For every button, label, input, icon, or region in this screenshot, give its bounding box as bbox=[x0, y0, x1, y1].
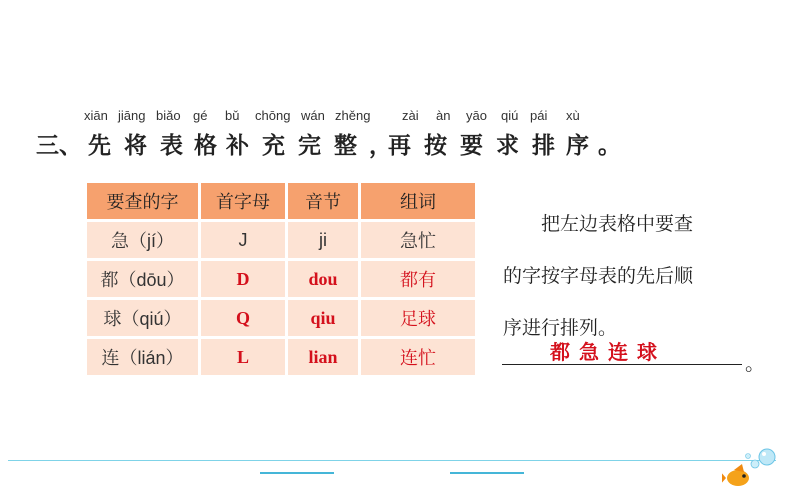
header-char: 要查的字 bbox=[87, 183, 198, 219]
pinyin-syllable: pái bbox=[530, 108, 548, 123]
instruction-line-2: 的字按字母表的先后顺 bbox=[503, 265, 694, 287]
char-text: 都 bbox=[100, 270, 119, 291]
title-char: 格 bbox=[194, 132, 217, 159]
paren-open: （ bbox=[118, 270, 137, 290]
table-row bbox=[87, 339, 475, 375]
char-pinyin: jí bbox=[147, 231, 156, 251]
pinyin-syllable: xiān bbox=[84, 108, 108, 123]
cell-char bbox=[87, 300, 198, 336]
footer-dash-right bbox=[450, 472, 524, 474]
instruction-line bbox=[503, 250, 768, 302]
title-char: 按 bbox=[424, 132, 447, 159]
pinyin-syllable: wán bbox=[301, 108, 325, 123]
instruction-text bbox=[503, 198, 768, 354]
char-pinyin: lián bbox=[137, 348, 166, 368]
answer-text: 都急连球 bbox=[550, 340, 666, 364]
cell-word: 足球 bbox=[361, 300, 475, 336]
pinyin-syllable: gé bbox=[193, 108, 208, 123]
table-row bbox=[87, 300, 475, 336]
title-char: 补 bbox=[226, 132, 249, 159]
cell-word: 连忙 bbox=[361, 339, 475, 375]
header-initial: 首字母 bbox=[201, 183, 285, 219]
pinyin-syllable: biǎo bbox=[156, 108, 181, 123]
cell-initial: D bbox=[201, 261, 285, 297]
title-char: 先 bbox=[88, 132, 111, 159]
title-char: 再 bbox=[388, 132, 411, 159]
char-text: 连 bbox=[101, 348, 120, 369]
paren-open: （ bbox=[121, 309, 140, 329]
pinyin-syllable: xù bbox=[566, 108, 580, 123]
pinyin-syllable: yāo bbox=[466, 108, 487, 123]
cell-syllable: ji bbox=[288, 222, 358, 258]
char-pinyin: qiú bbox=[139, 309, 164, 329]
instruction-line-1: 把左边表格中要查 bbox=[541, 213, 694, 235]
paren-open: （ bbox=[129, 231, 147, 251]
pinyin-syllable: chōng bbox=[255, 108, 291, 123]
instruction-line bbox=[503, 198, 768, 250]
lookup-table bbox=[84, 180, 478, 378]
char-text: 球 bbox=[103, 309, 122, 330]
cell-initial: J bbox=[201, 222, 285, 258]
pinyin-syllable: bǔ bbox=[225, 108, 240, 123]
char-pinyin: dōu bbox=[136, 270, 167, 290]
title-char: 表 bbox=[160, 132, 183, 159]
cell-char bbox=[87, 222, 198, 258]
paren-close: ） bbox=[166, 270, 185, 290]
title-char: 充 bbox=[262, 132, 285, 159]
cell-word: 都有 bbox=[361, 261, 475, 297]
paren-close: ） bbox=[163, 309, 182, 329]
char-text: 急 bbox=[111, 231, 129, 252]
title-char: 。 bbox=[598, 132, 621, 159]
pinyin-syllable: zài bbox=[402, 108, 419, 123]
footer-dash-left bbox=[260, 472, 334, 474]
table-row bbox=[87, 222, 475, 258]
cell-initial: L bbox=[201, 339, 285, 375]
title-char: 将 bbox=[124, 132, 147, 159]
pinyin-syllable: àn bbox=[436, 108, 451, 123]
title-char: 排 bbox=[532, 132, 555, 159]
instruction-line-3: 序进行排列。 bbox=[503, 317, 618, 339]
paren-close: ） bbox=[156, 231, 174, 251]
cell-char bbox=[87, 261, 198, 297]
cell-word: 急忙 bbox=[361, 222, 475, 258]
cell-syllable: dou bbox=[288, 261, 358, 297]
title-char: 整 bbox=[334, 132, 357, 159]
fish-bubbles-icon bbox=[722, 442, 782, 490]
pinyin-syllable: zhěng bbox=[335, 108, 371, 123]
cell-initial: Q bbox=[201, 300, 285, 336]
header-syllable: 音节 bbox=[288, 183, 358, 219]
answer-period: 。 bbox=[745, 351, 765, 375]
header-word: 组词 bbox=[361, 183, 475, 219]
footer-divider bbox=[8, 460, 776, 461]
title-char: ， bbox=[369, 132, 392, 159]
title-char: 要 bbox=[460, 132, 483, 159]
paren-open: （ bbox=[119, 348, 138, 368]
table-row bbox=[87, 261, 475, 297]
title-char: 求 bbox=[496, 132, 519, 159]
table-header-row bbox=[87, 183, 475, 219]
title-char: 序 bbox=[566, 132, 589, 159]
title-char: 完 bbox=[298, 132, 321, 159]
title-char: 三、 bbox=[36, 132, 82, 159]
cell-syllable: qiu bbox=[288, 300, 358, 336]
pinyin-syllable: qiú bbox=[501, 108, 519, 123]
cell-char bbox=[87, 339, 198, 375]
pinyin-syllable: jiāng bbox=[118, 108, 146, 123]
cell-syllable: lian bbox=[288, 339, 358, 375]
answer-underline bbox=[502, 364, 742, 365]
paren-close: ） bbox=[165, 348, 184, 368]
